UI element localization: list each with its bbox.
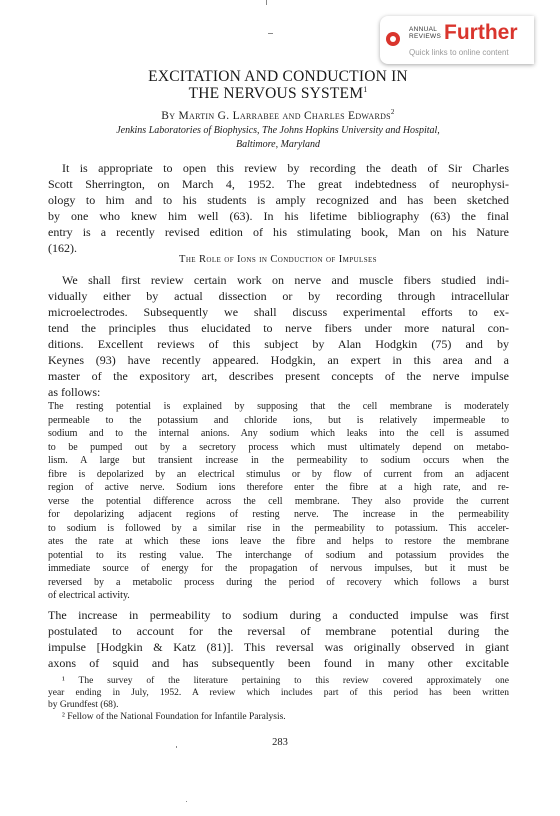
text-line: lism. A large but transient increase in the permeability to sodium occurs when the	[48, 455, 509, 466]
footnote-line: by Grundfest (68).	[48, 700, 119, 710]
title-footnote-marker: 1	[363, 85, 368, 94]
text-line: tend the principles thus elucidated to nerve fibers under more natural con-	[48, 321, 509, 335]
text-line: impulse [Hodgkin & Katz (81)]. This reversal was originally observed in giant	[48, 640, 509, 654]
text-line: It is appropriate to open this review by recording the death of Sir Charles	[62, 161, 509, 175]
text-line: We shall first review certain work on nerve and muscle fibers studied indi-	[62, 273, 509, 287]
text-line: as follows:	[48, 385, 101, 399]
footnotes	[48, 675, 509, 723]
text-line: reversed by a metabolic process during the period of recovery which follows a burst	[48, 576, 509, 588]
footnote-line: ¹ The survey of the literature pertaining to this review covered approximately one	[62, 676, 509, 686]
text-line: The resting potential is explained by supposing that the cell membrane is moderately	[48, 401, 509, 412]
scan-speck	[186, 801, 187, 802]
text-line: to sodium is followed by a similar rise in the permeability to potassium. This acceler-	[48, 522, 509, 534]
hodgkin-quotation	[48, 400, 509, 603]
text-line: axons of squid and has subsequently been found in many other excitable	[48, 656, 509, 670]
article-title-line2: THE NERVOUS SYSTEM$^1$	[188, 85, 368, 103]
annual-reviews-logo-icon	[386, 32, 400, 46]
text-line: vidually either by actual dissection or by recording through intracellular	[48, 289, 509, 303]
badge-subtitle: Quick links to online content	[409, 48, 509, 57]
section-heading: The Role of Ions in Conduction of Impulses	[179, 254, 377, 265]
text-line: (162).	[48, 241, 77, 255]
text-line: postulated to account for the reversal of membrane potential during the	[48, 624, 509, 638]
annual-reviews-further-badge[interactable]	[380, 16, 534, 64]
text-line: for depolarizing adjacent regions of resting nerve. The increase in the permeability	[48, 509, 509, 520]
text-line: microelectrodes. Subsequently we shall discuss experimental efforts to ex-	[48, 305, 509, 319]
author-affiliation-line1: Jenkins Laboratories of Biophysics, The Johns Hopkins University and Hospital,	[116, 125, 440, 136]
text-line: region of active nerve. Sodium ions therefore enter the fibre at a high rate, and re-	[48, 482, 509, 493]
scan-speck	[176, 746, 177, 748]
author-affiliation-line2: Baltimore, Maryland	[235, 139, 321, 150]
text-line: ates the rate at which these ions leave the fibre and helps to restore the membrane	[48, 536, 509, 547]
text-line: entry is a recently revised edition of his stimulating book, Man on his Nature	[48, 225, 509, 239]
footnote-line: ² Fellow of the National Foundation for Infantile Paralysis.	[62, 712, 286, 722]
paragraph-review-intro	[48, 272, 509, 400]
text-line: to be pumped out by a secretory process which must ultimately depend on metabo-	[48, 441, 509, 453]
text-line: sodium and to the internal anions. Any sodium which leaks into the cell is assumed	[48, 428, 509, 439]
text-line: Scott Sherrington, on March 4, 1952. The great indebtedness of neurophysi-	[48, 177, 509, 191]
text-line: fibre is depolarized by an electrical stimulus or by flow of current from an adjacent	[48, 468, 509, 480]
scan-speck	[268, 33, 273, 34]
footnote-line: year ending in July, 1952. A review which includes part of this period has been written	[48, 688, 509, 698]
article-title-line1: EXCITATION AND CONDUCTION IN	[148, 68, 408, 85]
text-line: potential to its resting value. The interchange of sodium and potassium provides the	[48, 549, 509, 561]
text-line: Keynes (93) have recently appeared. Hodgkin, an expert in this area and a	[48, 353, 509, 367]
text-line: The increase in permeability to sodium during a conducted impulse was first	[48, 608, 509, 622]
text-line: master of the expository art, describes present concepts of the nerve impulse	[48, 369, 509, 383]
article-authors: By Martin G. Larrabee and Charles Edwards$^2$	[161, 108, 395, 122]
author-footnote-marker: 2	[390, 108, 395, 116]
text-line: immediate source of energy for the propagation of nervous impulses, but it must be	[48, 563, 509, 574]
scan-speck	[266, 0, 267, 5]
paragraph-sherrington	[48, 160, 509, 256]
text-line: by one who knew him well (63). In his lifetime bibliography (63) the final	[48, 209, 509, 223]
text-line: permeable to the potassium and chloride ions, but is relatively impermeable to	[48, 414, 509, 426]
paragraph-sodium-permeability	[48, 607, 509, 671]
text-line: ditions. Excellent reviews of this subject by Alan Hodgkin (75) and by	[48, 337, 509, 351]
badge-annual-reviews-label: ANNUAL REVIEWS	[409, 26, 442, 40]
badge-further-label: Further	[444, 21, 518, 44]
text-line: of electrical activity.	[48, 590, 130, 601]
page-number: 283	[272, 737, 288, 748]
text-line: verse the potential difference across the cell membrane. They also provide the current	[48, 495, 509, 507]
text-line: ology to him and to his students is amply recognized and has been sketched	[48, 193, 509, 207]
